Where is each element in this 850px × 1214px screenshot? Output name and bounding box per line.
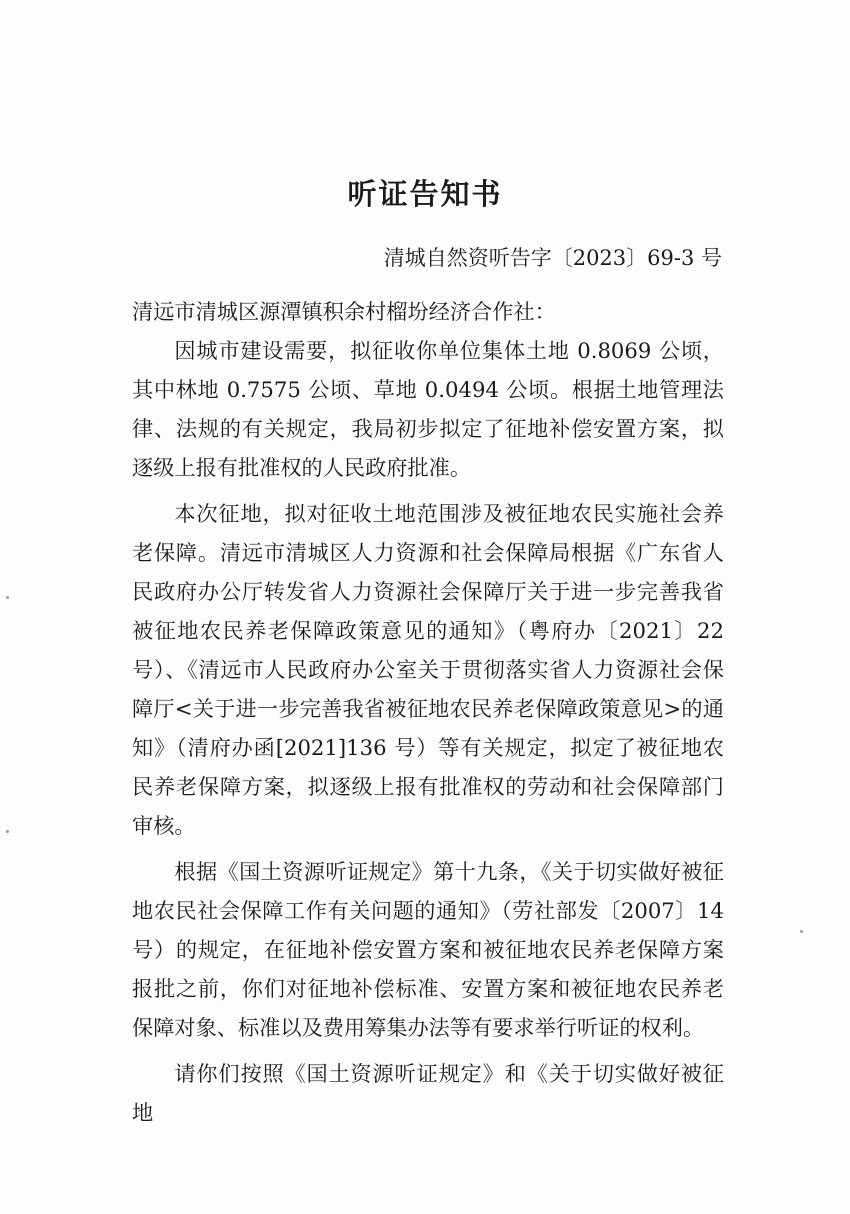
paragraph-1: 因城市建设需要，拟征收你单位集体土地 0.8069 公顷，其中林地 0.7575 公顷、草地 0.0494 公顷。根据土地管理法律、法规的有关规定，我局初步拟定了征地补偿安置方案，拟逐级上报有批准权的人民政府批准。: [132, 338, 724, 480]
document-body: [132, 292, 724, 1139]
paragraph-2: 本次征地，拟对征收土地范围涉及被征地农民实施社会养老保障。清远市清城区人力资源和社会保障局根据《广东省人民政府办公厅转发省人力资源社会保障厅关于进一步完善我省被征地农民养老保障政策意见的通知》（粤府办〔2021〕22 号）、《清远市人民政府办公室关于贯彻落实省人力资源社会保障厅<关于进一步完善我省被征地农民养老保障政策意见>的通知》（清府办函[2021]136 号）等有关规定，拟定了被征地农民养老保障方案，拟逐级上报有批准权的劳动和社会保障部门审核。: [132, 501, 724, 838]
salutation: 清远市清城区源潭镇积余村榴坋经济合作社：: [132, 299, 556, 324]
scan-speck: [800, 930, 803, 933]
paragraph-3: 根据《国土资源听证规定》第十九条，《关于切实做好被征地农民社会保障工作有关问题的通知》（劳社部发〔2007〕14 号）的规定，在征地补偿安置方案和被征地农民养老保障方案报批之前，你们对征地补偿标准、安置方案和被征地农民养老保障对象、标准以及费用筹集办法等有要求举行听证的权利。: [132, 859, 724, 1040]
document-number: 清城自然资听告字〔2023〕69-3 号: [383, 246, 722, 270]
paragraph-4: 请你们按照《国土资源听证规定》和《关于切实做好被征地: [132, 1061, 724, 1125]
document-title: 听证告知书: [347, 177, 503, 211]
scan-speck: [6, 596, 9, 599]
scan-speck: [6, 830, 9, 833]
